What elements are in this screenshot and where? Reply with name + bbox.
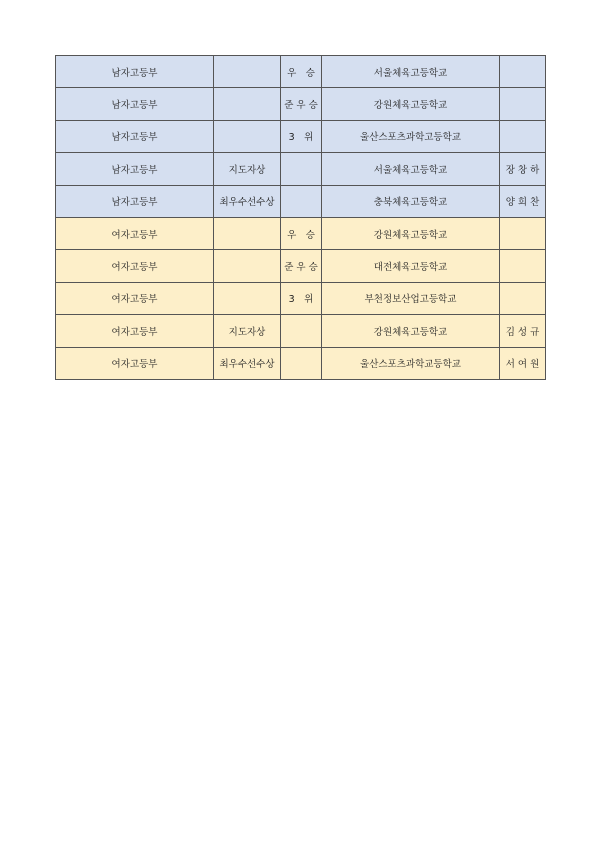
award-cell — [214, 88, 281, 120]
rank-cell: 3 위 — [281, 282, 322, 314]
school-cell: 충북체육고등학교 — [322, 185, 500, 217]
school-cell: 대전체육고등학교 — [322, 250, 500, 282]
name-cell — [500, 120, 546, 152]
name-cell: 장 창 하 — [500, 153, 546, 185]
rank-cell — [281, 153, 322, 185]
table-row — [56, 185, 546, 217]
table-row — [56, 120, 546, 152]
rank-cell: 우 승 — [281, 56, 322, 88]
division-cell: 여자고등부 — [56, 347, 214, 379]
name-cell — [500, 250, 546, 282]
table-row — [56, 88, 546, 120]
award-cell — [214, 250, 281, 282]
name-cell — [500, 282, 546, 314]
award-cell: 지도자상 — [214, 315, 281, 347]
rank-cell: 준 우 승 — [281, 88, 322, 120]
table-row — [56, 217, 546, 249]
table-row — [56, 153, 546, 185]
name-cell: 서 여 원 — [500, 347, 546, 379]
results-table — [55, 55, 546, 380]
name-cell — [500, 217, 546, 249]
award-cell — [214, 56, 281, 88]
award-cell — [214, 217, 281, 249]
table-row — [56, 250, 546, 282]
school-cell: 부천정보산업고등학교 — [322, 282, 500, 314]
name-cell — [500, 88, 546, 120]
rank-cell — [281, 347, 322, 379]
division-cell: 여자고등부 — [56, 315, 214, 347]
rank-cell: 우 승 — [281, 217, 322, 249]
award-cell: 최우수선수상 — [214, 347, 281, 379]
division-cell: 남자고등부 — [56, 185, 214, 217]
division-cell: 여자고등부 — [56, 282, 214, 314]
rank-cell — [281, 315, 322, 347]
results-table-body — [56, 56, 546, 380]
award-cell — [214, 120, 281, 152]
rank-cell: 준 우 승 — [281, 250, 322, 282]
division-cell: 남자고등부 — [56, 120, 214, 152]
school-cell: 강원체육고등학교 — [322, 217, 500, 249]
table-row — [56, 56, 546, 88]
division-cell: 남자고등부 — [56, 153, 214, 185]
name-cell — [500, 56, 546, 88]
award-cell: 최우수선수상 — [214, 185, 281, 217]
school-cell: 서울체육고등학교 — [322, 56, 500, 88]
division-cell: 남자고등부 — [56, 88, 214, 120]
school-cell: 울산스포츠과학고등학교 — [322, 120, 500, 152]
school-cell: 서울체육고등학교 — [322, 153, 500, 185]
award-cell: 지도자상 — [214, 153, 281, 185]
table-row — [56, 347, 546, 379]
name-cell: 양 희 찬 — [500, 185, 546, 217]
division-cell: 여자고등부 — [56, 217, 214, 249]
school-cell: 울산스포츠과학교등학교 — [322, 347, 500, 379]
rank-cell — [281, 185, 322, 217]
school-cell: 강원체육고등학교 — [322, 315, 500, 347]
school-cell: 강원체육고등학교 — [322, 88, 500, 120]
name-cell: 김 성 규 — [500, 315, 546, 347]
division-cell: 남자고등부 — [56, 56, 214, 88]
division-cell: 여자고등부 — [56, 250, 214, 282]
table-row — [56, 282, 546, 314]
table-row — [56, 315, 546, 347]
rank-cell: 3 위 — [281, 120, 322, 152]
award-cell — [214, 282, 281, 314]
